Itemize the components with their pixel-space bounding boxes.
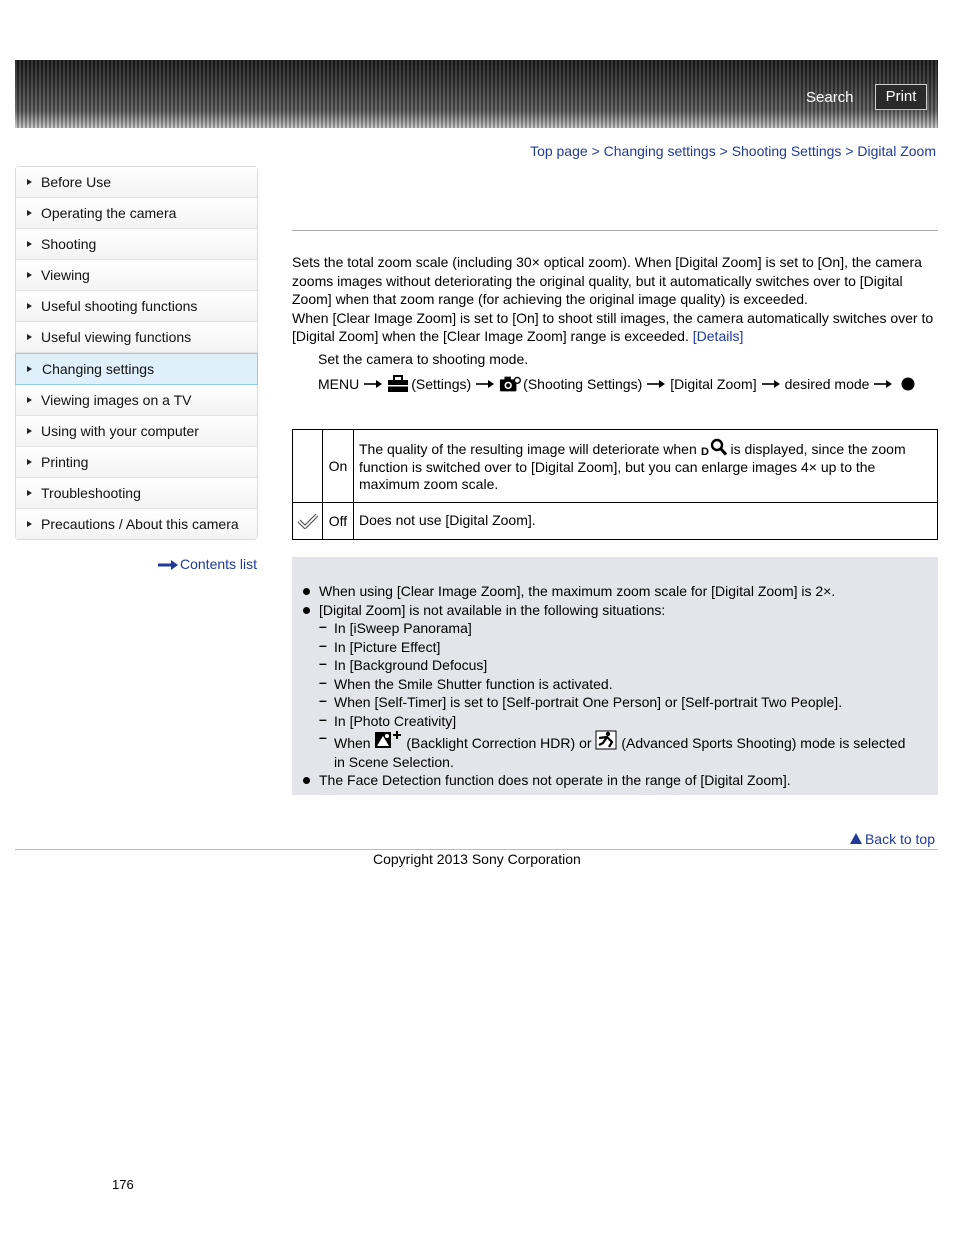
triangle-right-icon — [27, 397, 32, 403]
note-sub-item: – In [iSweep Panorama] — [292, 619, 938, 638]
backlight-correction-hdr-icon — [374, 730, 402, 750]
sidebar-item-label: Printing — [41, 454, 89, 470]
option-description — [354, 503, 938, 540]
triangle-right-icon — [27, 459, 32, 465]
shooting-settings-label: (Shooting Settings) — [523, 376, 643, 392]
triangle-right-icon — [27, 272, 32, 278]
sidebar-item-useful-viewing-functions[interactable] — [16, 322, 257, 353]
menu-label: MENU — [318, 376, 360, 392]
note-bullet: [Digital Zoom] is not available in the following situations: — [292, 601, 938, 620]
sidebar-item-useful-shooting-functions[interactable] — [16, 291, 257, 322]
option-name: On — [323, 430, 354, 503]
triangle-right-icon — [27, 334, 32, 340]
settings-label: (Settings) — [411, 376, 472, 392]
sidebar-item-changing-settings[interactable] — [15, 353, 258, 385]
back-to-top-label: Back to top — [864, 831, 935, 847]
details-link[interactable]: [Details] — [692, 328, 744, 344]
svg-text:D: D — [700, 446, 709, 457]
intro-paragraph-2: When [Clear Image Zoom] is set to [On] to shoot still images, the camera automatically switches over to [Digital Zoom] when the [Clear Image Zoom] range is exceeded. — [292, 309, 934, 344]
sidebar-item-label: Viewing — [41, 267, 90, 283]
table-row — [293, 430, 938, 503]
triangle-right-icon — [27, 366, 32, 372]
checkmark-icon — [297, 512, 319, 530]
sidebar-item-before-use[interactable] — [16, 167, 257, 198]
sidebar-item-operating-the-camera[interactable] — [16, 198, 257, 229]
triangle-right-icon — [27, 428, 32, 434]
triangle-right-icon — [27, 303, 32, 309]
note-sub-text: (Advanced Sports Shooting) mode is selected in Scene Selection. — [334, 735, 906, 770]
breadcrumb-top-page[interactable]: Top page — [530, 143, 588, 159]
note-bullet: The Face Detection function does not operate in the range of [Digital Zoom]. — [292, 771, 938, 790]
breadcrumb — [530, 143, 936, 159]
breadcrumb-separator: > — [845, 143, 854, 159]
sidebar-item-printing[interactable] — [16, 447, 257, 478]
breadcrumb-shooting-settings[interactable]: Shooting Settings — [731, 143, 842, 159]
sidebar-item-label: Changing settings — [42, 361, 155, 377]
note-sub-text: (Backlight Correction HDR) or — [406, 735, 592, 751]
contents-list-link[interactable] — [158, 556, 257, 572]
sidebar-item-label: Shooting — [41, 236, 97, 252]
title-divider — [292, 230, 938, 231]
note-sub-item — [292, 730, 938, 771]
desired-mode-label: desired mode — [784, 376, 870, 392]
arrow-right-icon — [158, 560, 178, 570]
note-sub-item: – When the Smile Shutter function is activated. — [292, 675, 938, 694]
toolbox-settings-icon — [387, 375, 409, 393]
note-sub-text: When — [334, 735, 371, 751]
option-name: Off — [323, 503, 354, 540]
table-row — [293, 503, 938, 540]
notes-list — [292, 582, 938, 790]
breadcrumb-changing-settings[interactable]: Changing settings — [603, 143, 716, 159]
footer-divider — [15, 849, 938, 850]
back-to-top-link[interactable] — [850, 831, 935, 847]
digital-zoom-icon — [701, 438, 727, 456]
option-description-text: The quality of the resulting image will deteriorate when — [359, 441, 697, 458]
arrow-right-icon — [874, 380, 892, 388]
notes-box — [292, 557, 938, 795]
copyright-text: Copyright 2013 Sony Corporation — [373, 851, 581, 867]
breadcrumb-separator: > — [719, 143, 728, 159]
default-marker-cell — [293, 503, 323, 540]
triangle-up-icon — [850, 833, 862, 844]
sidebar-item-label: Precautions / About this camera — [41, 516, 239, 532]
sidebar-item-viewing[interactable] — [16, 260, 257, 291]
breadcrumb-digital-zoom[interactable]: Digital Zoom — [857, 143, 936, 159]
intro-paragraph-1: Sets the total zoom scale (including 30× optical zoom). When [Digital Zoom] is set to [On], the camera zooms images without deteriorating the original quality, but it automatically switches over to [Digital Zoom] when that zoom range (for achieving the original image quality) is exceeded. — [292, 254, 922, 307]
arrow-right-icon — [647, 380, 665, 388]
page-number: 176 — [112, 1177, 134, 1192]
note-sub-item: – In [Photo Creativity] — [292, 712, 938, 731]
default-marker-cell — [293, 430, 323, 503]
sidebar-item-label: Useful shooting functions — [41, 298, 198, 314]
option-description-text: Does not use [Digital Zoom]. — [359, 512, 536, 529]
triangle-right-icon — [27, 179, 32, 185]
sidebar-item-label: Operating the camera — [41, 205, 177, 221]
search-link[interactable]: Search — [806, 89, 854, 106]
center-button-icon — [901, 377, 915, 391]
menu-path — [318, 375, 915, 393]
sidebar-item-label: Troubleshooting — [41, 485, 141, 501]
sidebar-item-precautions[interactable] — [16, 509, 257, 539]
advanced-sports-shooting-icon — [595, 730, 617, 750]
sidebar-item-troubleshooting[interactable] — [16, 478, 257, 509]
contents-list-label: Contents list — [180, 556, 258, 572]
options-table — [292, 429, 938, 540]
sidebar-item-label: Viewing images on a TV — [41, 392, 192, 408]
arrow-right-icon — [762, 380, 780, 388]
sidebar-item-using-with-your-computer[interactable] — [16, 416, 257, 447]
note-sub-item: – In [Picture Effect] — [292, 638, 938, 657]
option-description-text: is displayed, since the zoom function is switched over to [Digital Zoom], but you can enlarge images 4× up to the maximum zoom scale. — [359, 441, 906, 493]
sidebar-item-viewing-images-on-a-tv[interactable] — [16, 385, 257, 416]
note-sub-item: – When [Self-Timer] is set to [Self-portrait One Person] or [Self-portrait Two People]. — [292, 693, 938, 712]
triangle-right-icon — [27, 521, 32, 527]
breadcrumb-separator: > — [591, 143, 600, 159]
digital-zoom-label: [Digital Zoom] — [670, 376, 757, 392]
triangle-right-icon — [27, 210, 32, 216]
sidebar-item-label: Useful viewing functions — [41, 329, 192, 345]
print-button[interactable]: Print — [875, 84, 927, 110]
header-bar — [15, 60, 938, 128]
triangle-right-icon — [27, 241, 32, 247]
step-instruction: Set the camera to shooting mode. — [318, 351, 529, 367]
sidebar-item-label: Using with your computer — [41, 423, 199, 439]
arrow-right-icon — [476, 380, 494, 388]
sidebar-item-label: Before Use — [41, 174, 112, 190]
option-description — [354, 430, 938, 503]
arrow-right-icon — [364, 380, 382, 388]
camera-settings-icon — [499, 375, 521, 393]
sidebar-item-shooting[interactable] — [16, 229, 257, 260]
note-sub-item: – In [Background Defocus] — [292, 656, 938, 675]
sidebar-nav — [15, 166, 258, 540]
note-bullet: When using [Clear Image Zoom], the maximum zoom scale for [Digital Zoom] is 2×. — [292, 582, 938, 601]
intro-text — [292, 253, 938, 346]
triangle-right-icon — [27, 490, 32, 496]
